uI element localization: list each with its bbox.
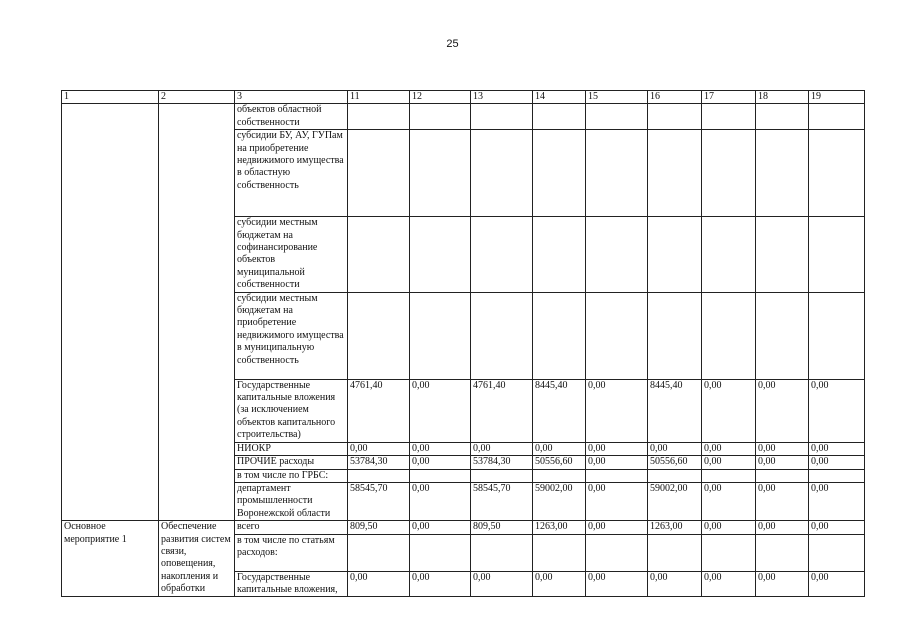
value-cell-14 [533,534,586,571]
value-cell-17 [702,130,756,217]
value-cell-11: 0,00 [348,442,410,455]
value-cell-15 [586,469,648,482]
value-cell-17: 0,00 [702,442,756,455]
value-cell-16 [648,104,702,130]
column-header-11: 11 [348,91,410,104]
value-cell-12 [410,217,471,292]
value-cell-11 [348,469,410,482]
value-cell-13: 0,00 [471,571,533,597]
value-cell-17: 0,00 [702,482,756,520]
value-cell-15: 0,00 [586,521,648,534]
value-cell-11 [348,217,410,292]
value-cell-17 [702,217,756,292]
column-header-17: 17 [702,91,756,104]
expense-item-label: НИОКР [235,442,348,455]
value-cell-16: 0,00 [648,571,702,597]
value-cell-18 [756,130,809,217]
expense-item-label: департамент промышленности Воронежской области [235,482,348,520]
value-cell-18: 0,00 [756,379,809,442]
value-cell-14 [533,292,586,379]
expense-item-label: ПРОЧИЕ расходы [235,456,348,469]
value-cell-12: 0,00 [410,571,471,597]
value-cell-18 [756,104,809,130]
value-cell-19: 0,00 [809,456,865,469]
page-number: 25 [446,38,459,50]
value-cell-14: 0,00 [533,571,586,597]
value-cell-13 [471,217,533,292]
value-cell-19: 0,00 [809,521,865,534]
value-cell-12: 0,00 [410,442,471,455]
value-cell-19 [809,104,865,130]
value-cell-12 [410,534,471,571]
value-cell-19 [809,130,865,217]
value-cell-16: 50556,60 [648,456,702,469]
value-cell-17 [702,534,756,571]
value-cell-11 [348,130,410,217]
value-cell-14: 1263,00 [533,521,586,534]
value-cell-18: 0,00 [756,521,809,534]
value-cell-15 [586,292,648,379]
value-cell-13 [471,534,533,571]
column-header-15: 15 [586,91,648,104]
value-cell-13 [471,469,533,482]
value-cell-13: 58545,70 [471,482,533,520]
value-cell-16 [648,469,702,482]
expense-item-label: в том числе по статьям расходов: [235,534,348,571]
value-cell-19 [809,217,865,292]
value-cell-12: 0,00 [410,379,471,442]
value-cell-17: 0,00 [702,379,756,442]
value-cell-18: 0,00 [756,571,809,597]
cell-col2 [159,104,235,521]
value-cell-11 [348,104,410,130]
column-header-12: 12 [410,91,471,104]
table-row [62,521,865,534]
value-cell-16: 1263,00 [648,521,702,534]
value-cell-19 [809,534,865,571]
value-cell-17 [702,104,756,130]
expense-item-label: Государственные капитальные вложения (за исключением объектов капитального строительства) [235,379,348,442]
value-cell-19: 0,00 [809,442,865,455]
value-cell-18: 0,00 [756,456,809,469]
value-cell-17: 0,00 [702,571,756,597]
value-cell-11 [348,534,410,571]
value-cell-13 [471,130,533,217]
budget-table [61,90,865,597]
expense-item-label: объектов областной собственности [235,104,348,130]
column-header-19: 19 [809,91,865,104]
value-cell-18 [756,292,809,379]
value-cell-15: 0,00 [586,571,648,597]
value-cell-15 [586,130,648,217]
value-cell-19 [809,469,865,482]
expense-item-label: субсидии местным бюджетам на софинансирование объектов муниципальной собственности [235,217,348,292]
value-cell-16 [648,217,702,292]
column-header-16: 16 [648,91,702,104]
value-cell-12: 0,00 [410,482,471,520]
value-cell-13: 809,50 [471,521,533,534]
value-cell-14: 59002,00 [533,482,586,520]
value-cell-12 [410,130,471,217]
column-header-13: 13 [471,91,533,104]
value-cell-12: 0,00 [410,456,471,469]
cell-col1 [62,104,159,521]
value-cell-12: 0,00 [410,521,471,534]
value-cell-18 [756,534,809,571]
value-cell-15 [586,104,648,130]
value-cell-12 [410,104,471,130]
value-cell-13: 53784,30 [471,456,533,469]
expense-item-label: Государственные капитальные вложения, [235,571,348,597]
expense-item-label: субсидии местным бюджетам на приобретение недвижимого имущества в муниципальную собственность [235,292,348,379]
value-cell-17: 0,00 [702,456,756,469]
value-cell-11 [348,292,410,379]
table-row [62,104,865,130]
activity-name: Основное мероприятие 1 [62,521,159,597]
value-cell-13: 0,00 [471,442,533,455]
value-cell-16 [648,130,702,217]
value-cell-14 [533,130,586,217]
value-cell-19: 0,00 [809,482,865,520]
value-cell-15 [586,534,648,571]
value-cell-11: 4761,40 [348,379,410,442]
value-cell-14: 50556,60 [533,456,586,469]
value-cell-18: 0,00 [756,482,809,520]
value-cell-16: 0,00 [648,442,702,455]
value-cell-13: 4761,40 [471,379,533,442]
value-cell-17 [702,469,756,482]
value-cell-16: 59002,00 [648,482,702,520]
value-cell-14 [533,217,586,292]
value-cell-15: 0,00 [586,456,648,469]
expense-item-label: субсидии БУ, АУ, ГУПам на приобретение недвижимого имущества в областную собственность [235,130,348,217]
expense-item-label: в том числе по ГРБС: [235,469,348,482]
value-cell-12 [410,292,471,379]
value-cell-18 [756,217,809,292]
value-cell-19: 0,00 [809,379,865,442]
value-cell-15 [586,217,648,292]
value-cell-13 [471,292,533,379]
value-cell-16: 8445,40 [648,379,702,442]
value-cell-13 [471,104,533,130]
column-header-3: 3 [235,91,348,104]
value-cell-11: 58545,70 [348,482,410,520]
column-header-1: 1 [62,91,159,104]
column-header-2: 2 [159,91,235,104]
value-cell-14: 8445,40 [533,379,586,442]
value-cell-11: 0,00 [348,571,410,597]
value-cell-14 [533,469,586,482]
value-cell-16 [648,292,702,379]
value-cell-17 [702,292,756,379]
value-cell-12 [410,469,471,482]
value-cell-15: 0,00 [586,442,648,455]
value-cell-15: 0,00 [586,482,648,520]
value-cell-19: 0,00 [809,571,865,597]
column-header-18: 18 [756,91,809,104]
value-cell-18 [756,469,809,482]
value-cell-16 [648,534,702,571]
value-cell-14 [533,104,586,130]
value-cell-11: 53784,30 [348,456,410,469]
column-header-14: 14 [533,91,586,104]
expense-item-label: всего [235,521,348,534]
value-cell-11: 809,50 [348,521,410,534]
value-cell-15: 0,00 [586,379,648,442]
value-cell-14: 0,00 [533,442,586,455]
value-cell-18: 0,00 [756,442,809,455]
activity-description: Обеспечение развития систем связи, оповещения, накопления и обработки [159,521,235,597]
value-cell-17: 0,00 [702,521,756,534]
header-row [62,91,865,104]
value-cell-19 [809,292,865,379]
